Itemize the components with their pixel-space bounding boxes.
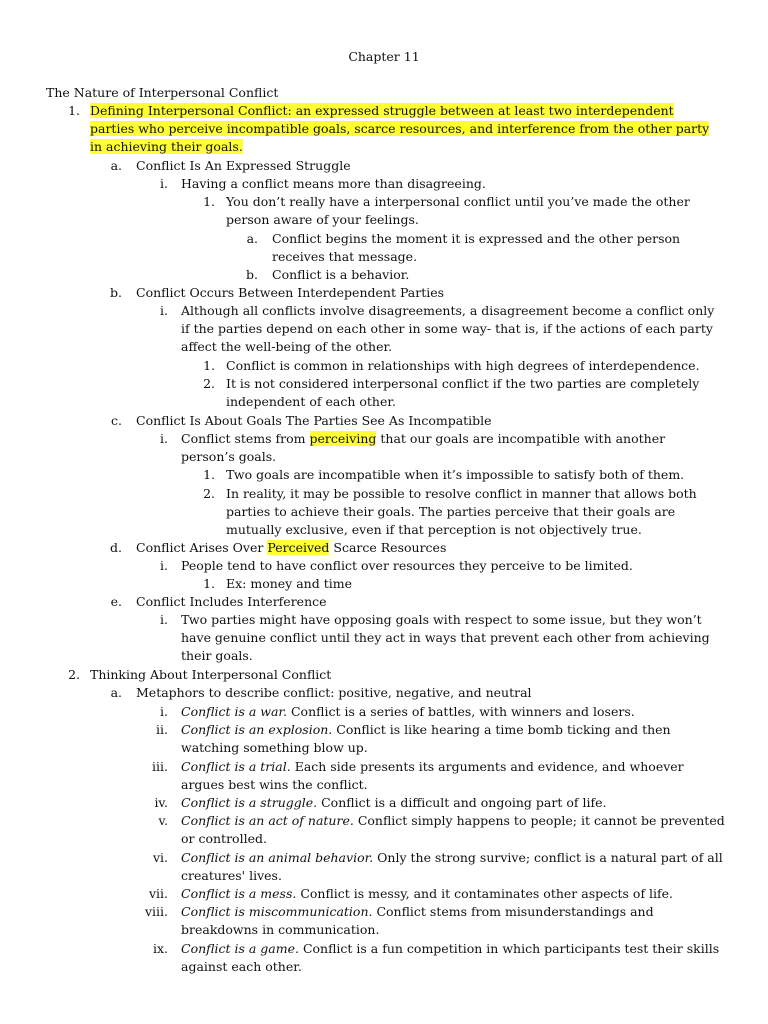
- metaphor-item-cont: against each other.: [181, 959, 302, 974]
- item-marker: a.: [246, 231, 258, 246]
- list-item: Conflict is common in relationships with high degrees of interdependence.: [226, 358, 700, 373]
- chapter-title: Chapter 11: [348, 49, 420, 64]
- list-item: independent of each other.: [226, 394, 396, 409]
- metaphor-item-cont: or controlled.: [181, 831, 267, 846]
- subheading-a: Conflict Is An Expressed Struggle: [136, 158, 351, 173]
- item-marker: i.: [160, 176, 168, 191]
- item-marker: i.: [160, 704, 168, 719]
- metaphor-term: Conflict is an explosion.: [181, 722, 333, 737]
- item-marker: 1.: [203, 467, 215, 482]
- subheading-metaphors: Metaphors to describe conflict: positive, negative, and neutral: [136, 685, 532, 700]
- highlight: perceiving: [309, 431, 377, 446]
- metaphor-term: Conflict is a game.: [181, 941, 299, 956]
- item-marker: iii.: [152, 759, 168, 774]
- subheading-2: Thinking About Interpersonal Conflict: [90, 667, 332, 682]
- metaphor-term: Conflict is a trial.: [181, 759, 291, 774]
- metaphor-item: Conflict is a game. Conflict is a fun competition in which participants test their skills: [181, 941, 720, 956]
- metaphor-term: Conflict is miscommunication.: [181, 904, 373, 919]
- list-item: receives that message.: [272, 249, 418, 264]
- item-marker: i.: [160, 303, 168, 318]
- item-marker: i.: [160, 431, 168, 446]
- item-marker: ii.: [156, 722, 168, 737]
- list-item: Although all conflicts involve disagreements, a disagreement become a conflict only: [181, 303, 715, 318]
- list-item: have genuine conflict until they act in ways that prevent each other from achieving: [181, 630, 710, 645]
- item-marker: 1.: [203, 358, 215, 373]
- subheading-d: Conflict Arises Over Perceived Scarce Resources: [136, 540, 447, 555]
- list-item: Conflict is a behavior.: [272, 267, 410, 282]
- metaphor-item-cont: creatures' lives.: [181, 868, 282, 883]
- metaphor-item: Conflict is a struggle. Conflict is a difficult and ongoing part of life.: [181, 795, 607, 810]
- item-marker: c.: [111, 413, 122, 428]
- list-item: Having a conflict means more than disagreeing.: [181, 176, 486, 191]
- metaphor-term: Conflict is a struggle.: [181, 795, 318, 810]
- item-marker: i.: [160, 612, 168, 627]
- subheading-b: Conflict Occurs Between Interdependent Parties: [136, 285, 445, 300]
- subheading-e: Conflict Includes Interference: [136, 594, 327, 609]
- list-item: Conflict stems from perceiving that our goals are incompatible with another: [181, 431, 666, 446]
- metaphor-term: Conflict is an act of nature.: [181, 813, 354, 828]
- highlight: Perceived: [267, 540, 330, 555]
- list-item: person’s goals.: [181, 449, 277, 464]
- definition-line: in achieving their goals.: [90, 139, 243, 154]
- list-item: Two goals are incompatible when it’s impossible to satisfy both of them.: [226, 467, 685, 482]
- metaphor-item: Conflict is an act of nature. Conflict simply happens to people; it cannot be prevented: [181, 813, 725, 828]
- item-marker: 1.: [203, 194, 215, 209]
- metaphor-item-cont: watching something blow up.: [181, 740, 368, 755]
- item-marker: 1.: [68, 103, 80, 118]
- list-item: Conflict begins the moment it is expressed and the other person: [272, 231, 681, 246]
- item-marker: i.: [160, 558, 168, 573]
- item-marker: 1.: [203, 576, 215, 591]
- metaphor-term: Conflict is a war.: [181, 704, 288, 719]
- metaphor-item-cont: argues best wins the conflict.: [181, 777, 368, 792]
- definition-line: Defining Interpersonal Conflict: an expressed struggle between at least two interdependent: [90, 103, 674, 118]
- list-item: if the parties depend on each other in some way- that is, if the actions of each party: [181, 321, 713, 336]
- metaphor-item-cont: breakdowns in communication.: [181, 922, 380, 937]
- metaphor-item: Conflict is miscommunication. Conflict stems from misunderstandings and: [181, 904, 654, 919]
- list-item: affect the well-being of the other.: [181, 339, 393, 354]
- item-marker: v.: [158, 813, 168, 828]
- item-marker: e.: [110, 594, 122, 609]
- item-marker: vii.: [148, 886, 168, 901]
- list-item: It is not considered interpersonal conflict if the two parties are completely: [226, 376, 700, 391]
- item-marker: a.: [110, 685, 122, 700]
- list-item: parties to achieve their goals. The parties perceive that their goals are: [226, 504, 676, 519]
- section-heading: The Nature of Interpersonal Conflict: [46, 85, 279, 100]
- item-marker: vi.: [152, 850, 168, 865]
- metaphor-item: Conflict is an animal behavior. Only the strong survive; conflict is a natural part of all: [181, 850, 723, 865]
- metaphor-term: Conflict is a mess.: [181, 886, 297, 901]
- list-item: mutually exclusive, even if that perception is not objectively true.: [226, 522, 642, 537]
- list-item: Two parties might have opposing goals with respect to some issue, but they won’t: [181, 612, 702, 627]
- list-item: person aware of your feelings.: [226, 212, 419, 227]
- item-marker: b.: [246, 267, 258, 282]
- metaphor-item: Conflict is a trial. Each side presents its arguments and evidence, and whoever: [181, 759, 684, 774]
- metaphor-item: Conflict is an explosion. Conflict is like hearing a time bomb ticking and then: [181, 722, 671, 737]
- metaphor-term: Conflict is an animal behavior.: [181, 850, 374, 865]
- list-item: People tend to have conflict over resources they perceive to be limited.: [181, 558, 633, 573]
- list-item: You don’t really have a interpersonal conflict until you’ve made the other: [226, 194, 690, 209]
- item-marker: b.: [110, 285, 122, 300]
- item-marker: a.: [110, 158, 122, 173]
- item-marker: d.: [110, 540, 122, 555]
- subheading-c: Conflict Is About Goals The Parties See As Incompatible: [136, 413, 492, 428]
- item-marker: iv.: [154, 795, 168, 810]
- list-item: In reality, it may be possible to resolve conflict in manner that allows both: [226, 486, 697, 501]
- metaphor-item: Conflict is a war. Conflict is a series of battles, with winners and losers.: [181, 704, 635, 719]
- list-item: Ex: money and time: [226, 576, 352, 591]
- item-marker: ix.: [152, 941, 168, 956]
- item-marker: 2.: [203, 486, 215, 501]
- list-item: their goals.: [181, 648, 253, 663]
- item-marker: 2.: [203, 376, 215, 391]
- metaphor-item: Conflict is a mess. Conflict is messy, and it contaminates other aspects of life.: [181, 886, 674, 901]
- item-marker: 2.: [68, 667, 80, 682]
- item-marker: viii.: [144, 904, 168, 919]
- definition-line: parties who perceive incompatible goals, scarce resources, and interference from the other party: [90, 121, 710, 136]
